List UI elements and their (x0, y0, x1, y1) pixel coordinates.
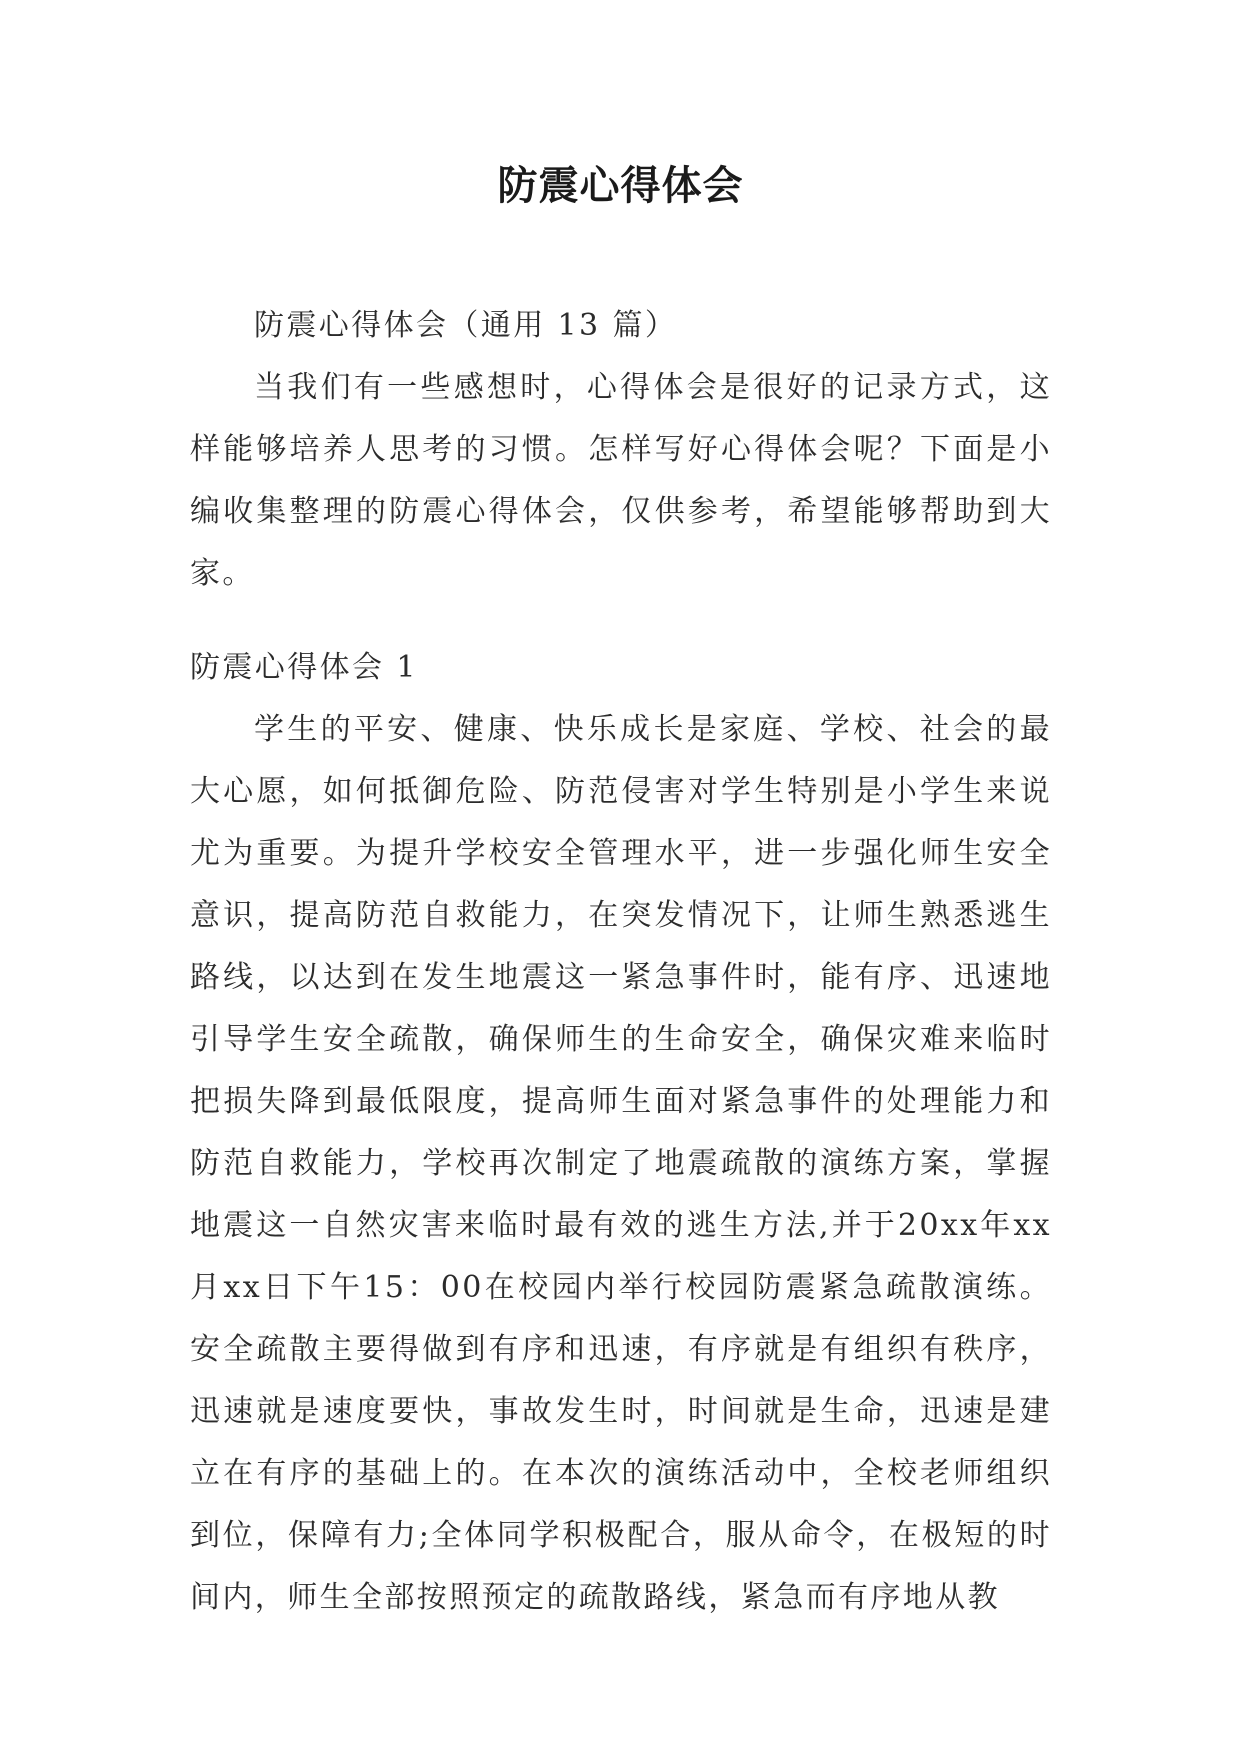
section-1-heading: 防震心得体会 1 (190, 650, 418, 685)
section-1 (190, 637, 1052, 1629)
intro-block (190, 295, 1052, 605)
intro-paragraph: 当我们有一些感想时，心得体会是很好的记录方式，这样能够培养人思考的习惯。怎样写好心得体会呢？下面是小编收集整理的防震心得体会，仅供参考，希望能够帮助到大家。 (190, 370, 1052, 591)
document-subtitle: 防震心得体会（通用 13 篇） (254, 308, 678, 343)
document-title: 防震心得体会 (497, 163, 744, 209)
section-1-paragraph: 学生的平安、健康、快乐成长是家庭、学校、社会的最大心愿，如何抵御危险、防范侵害对学生特别是小学生来说尤为重要。为提升学校安全管理水平，进一步强化师生安全意识，提高防范自救能力，在突发情况下，让师生熟悉逃生路线，以达到在发生地震这一紧急事件时，能有序、迅速地引导学生安全疏散，确保师生的生命安全，确保灾难来临时把损失降到最低限度，提高师生面对紧急事件的处理能力和防范自救能力，学校再次制定了地震疏散的演练方案，掌握地震这一自然灾害来临时最有效的逃生方法,并于20xx年xx月xx日下午15：00在校园内举行校园防震紧急疏散演练。安全疏散主要得做到有序和迅速，有序就是有组织有秩序，迅速就是速度要快，事故发生时，时间就是生命，迅速是建立在有序的基础上的。在本次的演练活动中，全校老师组织到位，保障有力;全体同学积极配合，服从命令，在极短的时间内，师生全部按照预定的疏散路线，紧急而有序地从教 (190, 712, 1052, 1615)
